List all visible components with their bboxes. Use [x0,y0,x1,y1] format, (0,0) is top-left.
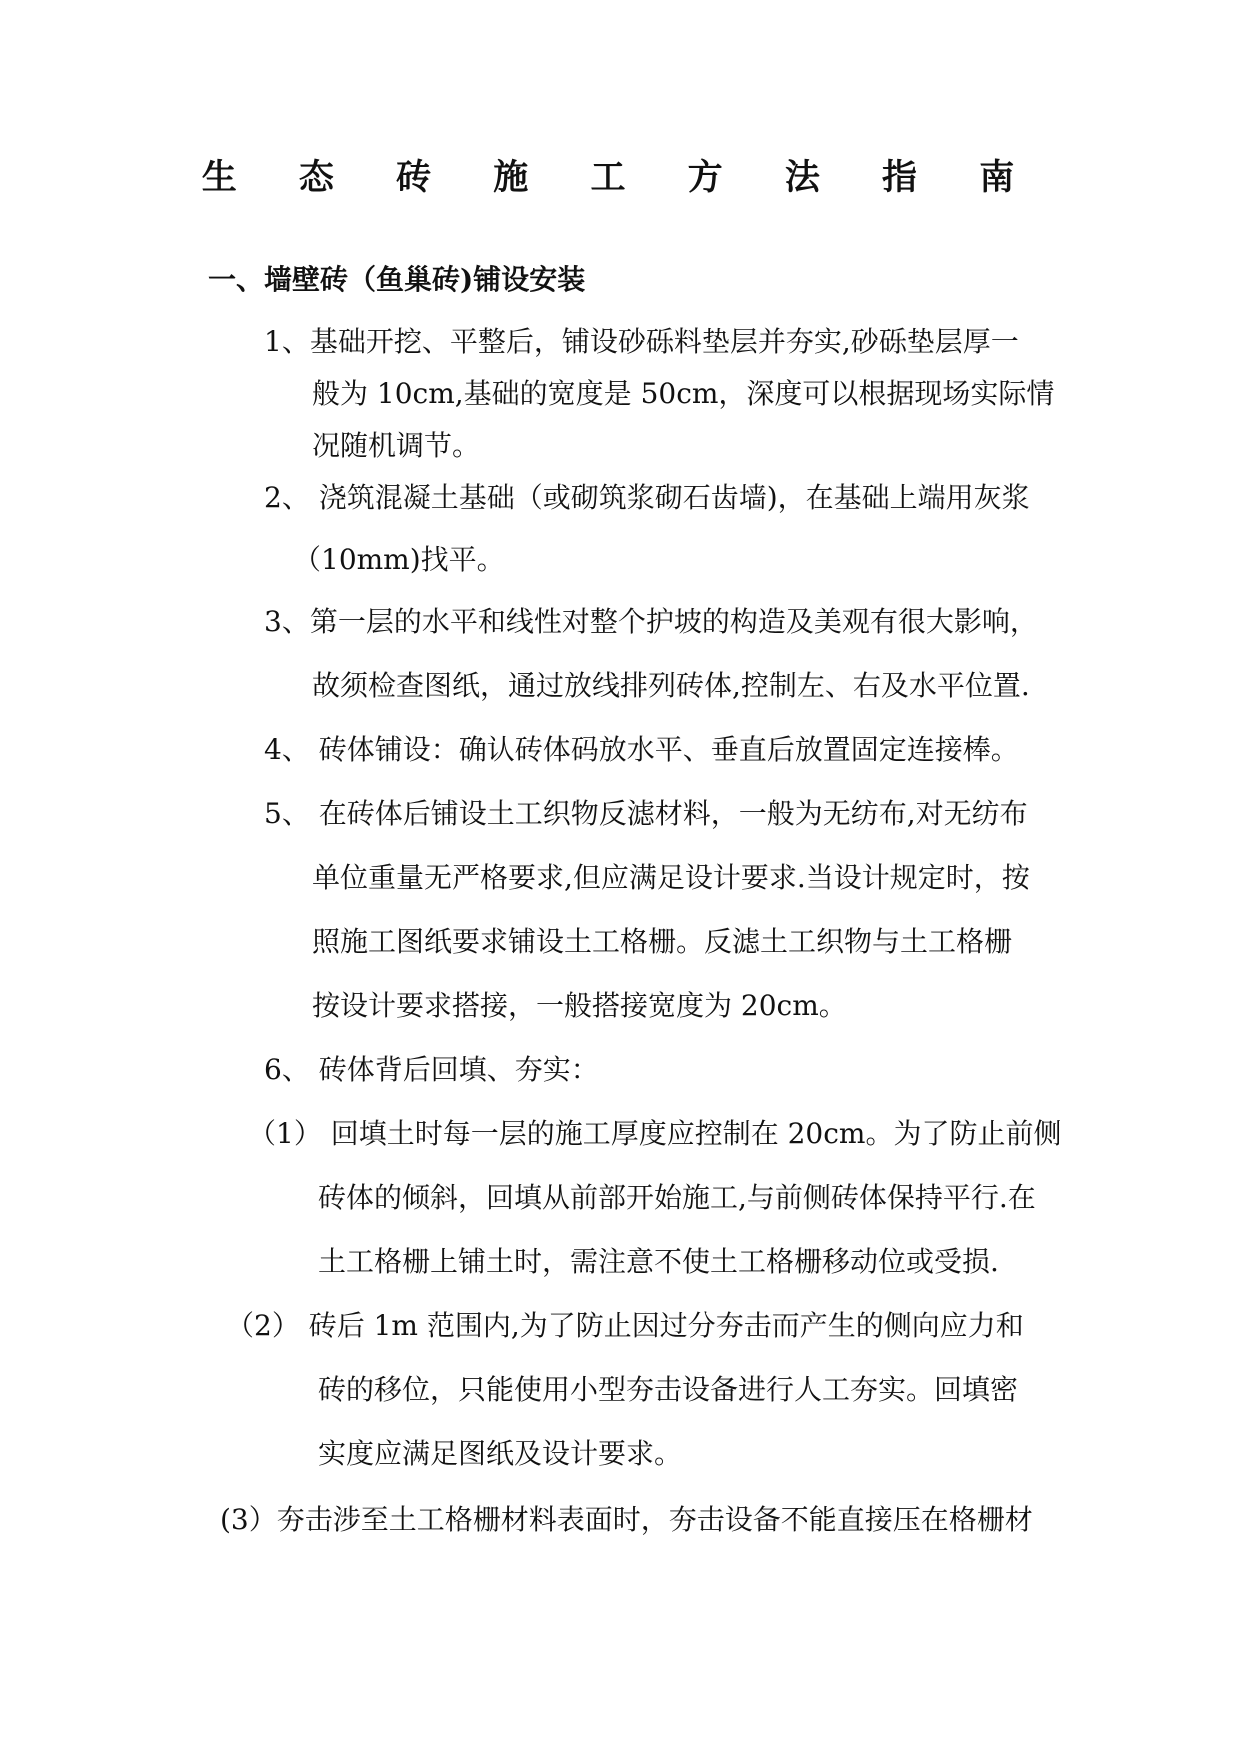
text-line: 实度应满足图纸及设计要求。 [318,1437,683,1470]
text-line: （2） 砖后 1m 范围内,为了防止因过分夯击而产生的侧向应力和 [226,1309,1024,1342]
text-line: 按设计要求搭接，一般搭接宽度为 20cm。 [312,989,847,1022]
text-line: 1、基础开挖、平整后，铺设砂砾料垫层并夯实,砂砾垫层厚一 [264,325,1019,358]
text-line: 3、第一层的水平和线性对整个护坡的构造及美观有很大影响， [264,605,1038,638]
text-line: 5、 在砖体后铺设土工织物反滤材料，一般为无纺布,对无纺布 [264,797,1028,830]
text-line: 4、 砖体铺设：确认砖体码放水平、垂直后放置固定连接棒。 [264,733,1019,766]
text-line: 砖的移位，只能使用小型夯击设备进行人工夯实。回填密 [318,1373,1019,1406]
text-line: 单位重量无严格要求,但应满足设计要求.当设计规定时，按 [312,861,1030,894]
text-line: (3）夯击涉至土工格栅材料表面时，夯击设备不能直接压在格栅材 [220,1503,1033,1536]
text-line: 况随机调节。 [312,429,481,462]
text-line: 故须检查图纸，通过放线排列砖体,控制左、右及水平位置. [312,669,1030,702]
section-heading: 一、墙壁砖（鱼巢砖)铺设安装 [208,263,586,296]
text-line: 砖体的倾斜，回填从前部开始施工,与前侧砖体保持平行.在 [318,1181,1036,1214]
text-line: 2、 浇筑混凝土基础（或砌筑浆砌石齿墙)，在基础上端用灰浆 [264,481,1030,514]
text-line: （10mm)找平。 [293,543,505,576]
text-line: 土工格栅上铺土时，需注意不使土工格栅移动位或受损. [318,1245,999,1278]
page-title: 生 态 砖 施 工 方 法 指 南 [201,157,1040,198]
text-line: 般为 10cm,基础的宽度是 50cm，深度可以根据现场实际情 [312,377,1055,410]
text-line: （1） 回填土时每一层的施工厚度应控制在 20cm。为了防止前侧 [248,1117,1062,1150]
text-line: 照施工图纸要求铺设土工格栅。反滤土工织物与土工格栅 [312,925,1013,958]
text-line: 6、 砖体背后回填、夯实： [264,1053,599,1086]
